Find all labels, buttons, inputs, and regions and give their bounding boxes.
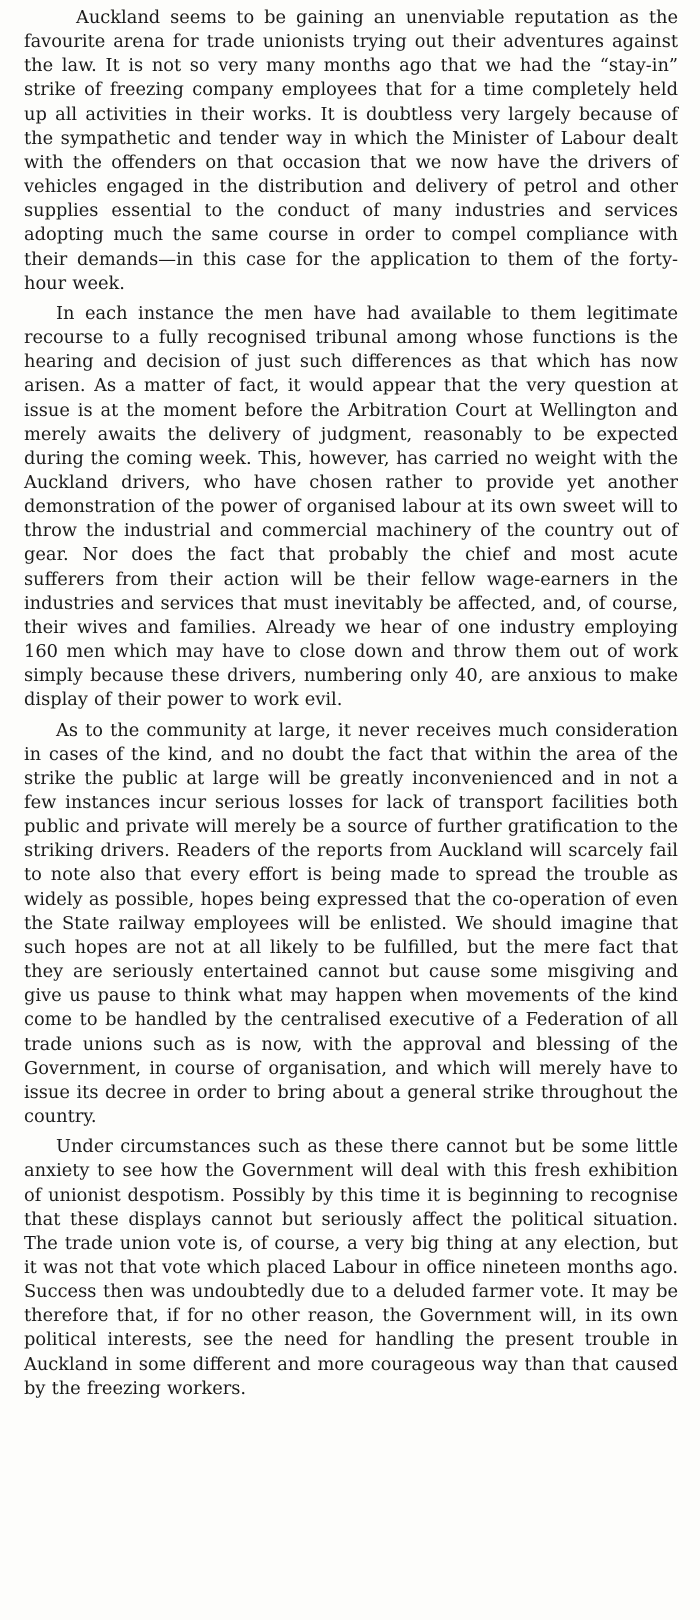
- article-paragraph-2: In each instance the men have had available to them legitimate recourse to a fully recognised tribunal among whose functions is the hearing and decision of just such differences as that which has now arisen. As a matter of fact, it would appear that the very question at issue is at the moment before the Arbitration Court at Wellington and merely awaits the delivery of judgment, reasonably to be expected during the coming week. This, however, has carried no weight with the Auckland drivers, who have chosen rather to provide yet another demonstration of the power of organised labour at its own sweet will to throw the industrial and commercial machinery of the country out of gear. Nor does the fact that probably the chief and most acute sufferers from their action will be their fellow wage-earners in the industries and services that must inevitably be affected, and, of course, their wives and families. Already we hear of one industry employing 160 men which may have to close down and throw them out of work simply because these drivers, numbering only 40, are anxious to make display of their power to work evil.: [24, 302, 678, 711]
- article-paragraph-3: As to the community at large, it never receives much consideration in cases of the kind, and no doubt the fact that within the area of the strike the public at large will be greatly inconvenienced and in not a few instances incur serious losses for lack of transport facilities both public and private will merely be a source of further gratification to the striking drivers. Readers of the reports from Auckland will scarcely fail to note also that every effort is being made to spread the trouble as widely as possible, hopes being expressed that the co-operation of even the State railway employees will be enlisted. We should imagine that such hopes are not at all likely to be fulfilled, but the mere fact that they are seriously entertained cannot but cause some misgiving and give us pause to think what may happen when movements of the kind come to be handled by the centralised executive of a Federation of all trade unions such as is now, with the approval and blessing of the Government, in course of organisation, and which will merely have to issue its decree in order to bring about a general strike throughout the country.: [24, 719, 678, 1128]
- article-paragraph-1: Auckland seems to be gaining an unenviable reputation as the favourite arena for trade unionists trying out their adventures against the law. It is not so very many months ago that we had the “stay-in” strike of freezing company employees that for a time completely held up all activities in their works. It is doubtless very largely because of the sympathetic and tender way in which the Minister of Labour dealt with the offenders on that occasion that we now have the drivers of vehicles engaged in the distribution and delivery of petrol and other supplies essential to the conduct of many industries and services adopting much the same course in order to compel compliance with their demands—in this case for the application to them of the forty-hour week.: [24, 7, 678, 294]
- article-paragraph-4: Under circumstances such as these there cannot but be some little anxiety to see how the Government will deal with this fresh exhibition of unionist despotism. Possibly by this time it is beginning to recognise that these displays cannot but seriously affect the political situation. The trade union vote is, of course, a very big thing at any election, but it was not that vote which placed Labour in office nineteen months ago. Success then was undoubtedly due to a deluded farmer vote. It may be therefore that, if for no other reason, the Government will, in its own political interests, see the need for handling the present trouble in Auckland in some different and more courageous way than that caused by the freezing workers.: [24, 1136, 678, 1399]
